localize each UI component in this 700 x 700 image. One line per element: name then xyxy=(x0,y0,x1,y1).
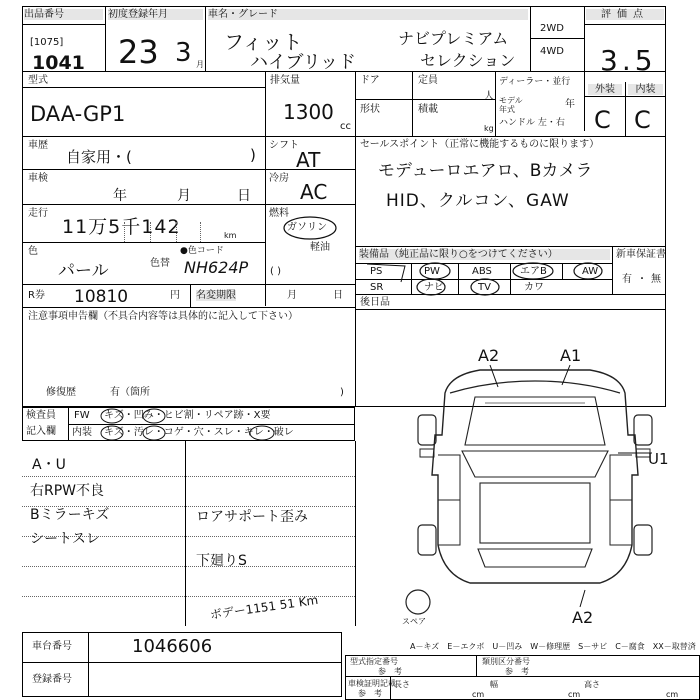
divider xyxy=(205,6,206,71)
divider xyxy=(22,136,666,137)
car-name-line2: ハイブリッド xyxy=(250,52,357,73)
divider xyxy=(584,96,666,97)
note-left-2: 右RPW不良 xyxy=(30,483,105,499)
divider xyxy=(355,309,666,310)
fuel-gas: ガソリン xyxy=(287,222,327,233)
repair-label: 修復歴 xyxy=(46,387,76,398)
equip-aw: AW xyxy=(582,266,599,277)
selling-line1: モデューロエアロ、Bカメラ xyxy=(378,161,593,181)
color-change-label: 色替 xyxy=(150,258,170,269)
warranty-label: 新車保証書 xyxy=(616,249,666,260)
fuel-diesel: 軽油 xyxy=(310,242,330,253)
capacity-unit: 人 xyxy=(484,91,494,102)
reg-label: 登録番号 xyxy=(32,674,72,685)
history-value: 自家用・( xyxy=(66,148,132,166)
exterior-label: 外装 xyxy=(588,84,622,95)
divider xyxy=(22,307,355,308)
exterior-grade: C xyxy=(594,106,611,134)
equipment-circles xyxy=(355,260,665,300)
divider xyxy=(22,284,355,285)
mileage-tick xyxy=(176,222,177,242)
first-reg-year: 23 xyxy=(118,33,159,71)
damage-a1-top: A1 xyxy=(560,346,582,365)
divider xyxy=(22,169,265,170)
divider xyxy=(355,441,356,626)
divider xyxy=(22,87,265,88)
height-label: 高さ xyxy=(584,680,600,689)
drive-2wd: 2WD xyxy=(540,23,564,34)
length-label: 長さ xyxy=(394,680,410,689)
equip-tv: TV xyxy=(478,282,491,293)
recycle-label: R券 xyxy=(28,290,45,301)
car-name-label: 車名・グレード xyxy=(208,9,528,20)
equip-abs: ABS xyxy=(472,266,492,277)
mileage-label: 走行 xyxy=(28,208,48,219)
fuel-paren: ( ) xyxy=(270,266,281,277)
displacement-unit: cc xyxy=(340,121,351,132)
lot-number: 1041 xyxy=(32,52,85,74)
note-left-1: A・U xyxy=(32,457,66,473)
equip-ps: PS xyxy=(370,266,383,277)
inspector-label-2: 記入欄 xyxy=(26,426,56,437)
guide-line xyxy=(22,566,355,567)
guide-line xyxy=(22,476,355,477)
model-cert-label: 型式指定番号 xyxy=(350,657,398,666)
divider xyxy=(355,246,666,247)
divider xyxy=(22,204,265,205)
divider xyxy=(530,38,584,39)
first-reg-month: 3 xyxy=(175,38,192,68)
color-code-value: NH624P xyxy=(184,258,249,277)
repair-close: ) xyxy=(340,387,344,398)
divider xyxy=(88,632,89,697)
dealer-label: ディーラー・並行 xyxy=(499,77,571,87)
interior-grade: C xyxy=(634,106,651,134)
fuel-circle xyxy=(280,215,350,245)
equip-later: 後日品 xyxy=(360,297,390,308)
divider xyxy=(625,82,626,136)
damage-u1-right: U1 xyxy=(648,450,669,468)
lot-bracket: [1075] xyxy=(30,37,64,48)
category-label: 類別区分番号 xyxy=(482,657,530,666)
length-unit: cm xyxy=(472,690,485,699)
car-name-line1: フィット xyxy=(224,30,303,54)
score-value: 3.5 xyxy=(600,44,657,77)
note-left-4: シートスレ xyxy=(30,531,100,547)
grade-line2: セレクション xyxy=(420,51,516,70)
note-mid-3: ボデー1151 51 Km xyxy=(209,592,319,622)
divider xyxy=(265,136,266,306)
inspector-fw-items: キズ・凹み・ヒビ割・リペア跡・X要 xyxy=(104,410,271,421)
lot-label: 出品番号 xyxy=(24,9,103,20)
width-label: 幅 xyxy=(490,680,498,689)
divider xyxy=(22,662,342,663)
load-unit: kg xyxy=(484,124,494,133)
divider xyxy=(105,6,106,71)
divider xyxy=(22,24,105,25)
divider xyxy=(265,71,266,136)
warranty-yes: 有 xyxy=(622,274,632,285)
mileage-tick xyxy=(150,222,151,242)
repair-value: 有（箇所 xyxy=(110,387,150,398)
warranty-no: 無 xyxy=(651,274,661,285)
score-label: 評価点 xyxy=(586,9,664,20)
reg-cert-label: 車検証明記載 xyxy=(348,679,396,688)
inspector-interior-items: キズ・汚レ・コゲ・穴・スレ・キレ・破レ xyxy=(104,427,294,438)
fuel-label: 燃料 xyxy=(269,208,289,219)
equip-pw: PW xyxy=(424,266,440,277)
name-expiry-month: 月 xyxy=(287,290,297,301)
grade-line1: ナビプレミアム xyxy=(398,29,509,48)
inspector-fw-label: FW xyxy=(74,410,90,421)
damage-legend: A－キズ E－エクボ U－凹み W－修理歴 S－サビ C－腐食 XX－取替済 xyxy=(410,642,696,651)
shaken-month-unit: 月 xyxy=(177,188,191,204)
door-label: ドア xyxy=(360,75,380,86)
equip-leather: カワ xyxy=(524,282,544,293)
note-mid-1: ロアサポート歪み xyxy=(196,509,308,525)
color-label: 色 xyxy=(28,246,38,257)
divider xyxy=(476,655,477,676)
divider xyxy=(412,71,413,136)
history-close: ) xyxy=(250,146,256,164)
divider xyxy=(22,242,265,243)
ac-value: AC xyxy=(300,180,328,204)
displacement-label: 排気量 xyxy=(270,75,300,86)
equip-sr: SR xyxy=(370,282,384,293)
name-expiry-day: 日 xyxy=(333,290,343,301)
notes-label: 注意事項申告欄（不具合内容等は具体的に記入して下さい） xyxy=(28,311,298,322)
history-label: 車歴 xyxy=(28,140,48,151)
model-cert-ref: 参 考 xyxy=(378,667,402,676)
spare-label: スペア xyxy=(402,617,426,626)
first-reg-label: 初度登録年月 xyxy=(108,9,203,20)
color-code-label: ●色コード xyxy=(180,246,224,256)
ac-label: 冷房 xyxy=(269,173,289,184)
damage-a2-top: A2 xyxy=(478,346,500,365)
equipment-label: 装備品（純正品に限り○をつけてください） xyxy=(359,249,610,260)
width-unit: cm xyxy=(568,690,581,699)
mileage-value: 11万5千142 xyxy=(62,216,181,238)
equip-navi: ナビ xyxy=(424,282,444,293)
divider xyxy=(495,71,496,136)
model-value: DAA-GP1 xyxy=(30,102,126,126)
warranty-dot: ・ xyxy=(637,274,647,285)
capacity-label: 定員 xyxy=(418,75,438,86)
divider xyxy=(345,676,700,677)
category-ref: 参 考 xyxy=(505,667,529,676)
inspector-circles xyxy=(100,406,400,442)
shift-label: シフト xyxy=(269,140,299,151)
model-year-label: モデル年式 xyxy=(499,96,523,114)
inspector-interior-label: 内装 xyxy=(72,427,92,438)
reg-cert-ref: 参 考 xyxy=(358,689,382,698)
mileage-tick xyxy=(124,222,125,242)
recycle-unit: 円 xyxy=(170,290,180,301)
handle-label: ハンドル 左・右 xyxy=(499,118,565,128)
selling-line2: HID、クルコン、GAW xyxy=(386,191,570,211)
shaken-year-unit: 年 xyxy=(113,188,127,204)
shift-value: AT xyxy=(296,148,321,172)
note-mid-2: 下廻りS xyxy=(196,553,247,569)
damage-a2-bottom: A2 xyxy=(572,608,594,627)
shaken-label: 車検 xyxy=(28,173,48,184)
shaken-day-unit: 日 xyxy=(237,188,251,204)
displacement-value: 1300 xyxy=(283,100,334,124)
inspector-label-1: 検査員 xyxy=(26,410,56,421)
chassis-value: 1046606 xyxy=(132,636,213,657)
vehicle-diagram xyxy=(390,345,690,625)
shape-label: 形状 xyxy=(360,104,380,115)
model-label: 型式 xyxy=(28,75,48,86)
mileage-tick xyxy=(200,222,201,242)
height-unit: cm xyxy=(666,690,679,699)
model-year-unit: 年 xyxy=(565,99,575,110)
divider xyxy=(584,24,666,25)
name-expiry-label: 名変期限 xyxy=(196,290,236,301)
equip-airbag: エアB xyxy=(520,266,547,277)
recycle-value: 10810 xyxy=(74,287,129,307)
color-value: パール xyxy=(58,261,109,281)
selling-label: セールスポイント（正常に機能するものに限ります） xyxy=(360,139,600,150)
interior-label: 内装 xyxy=(628,84,663,95)
load-label: 積載 xyxy=(418,104,438,115)
chassis-label: 車台番号 xyxy=(32,641,72,652)
divider xyxy=(355,71,356,136)
divider xyxy=(355,99,495,100)
mileage-unit: km xyxy=(224,231,237,240)
divider xyxy=(185,441,186,626)
note-left-3: Bミラーキズ xyxy=(30,507,110,523)
first-reg-month-unit: 月 xyxy=(196,60,204,69)
divider xyxy=(190,284,191,307)
divider xyxy=(265,204,355,205)
drive-4wd: 4WD xyxy=(540,46,564,57)
